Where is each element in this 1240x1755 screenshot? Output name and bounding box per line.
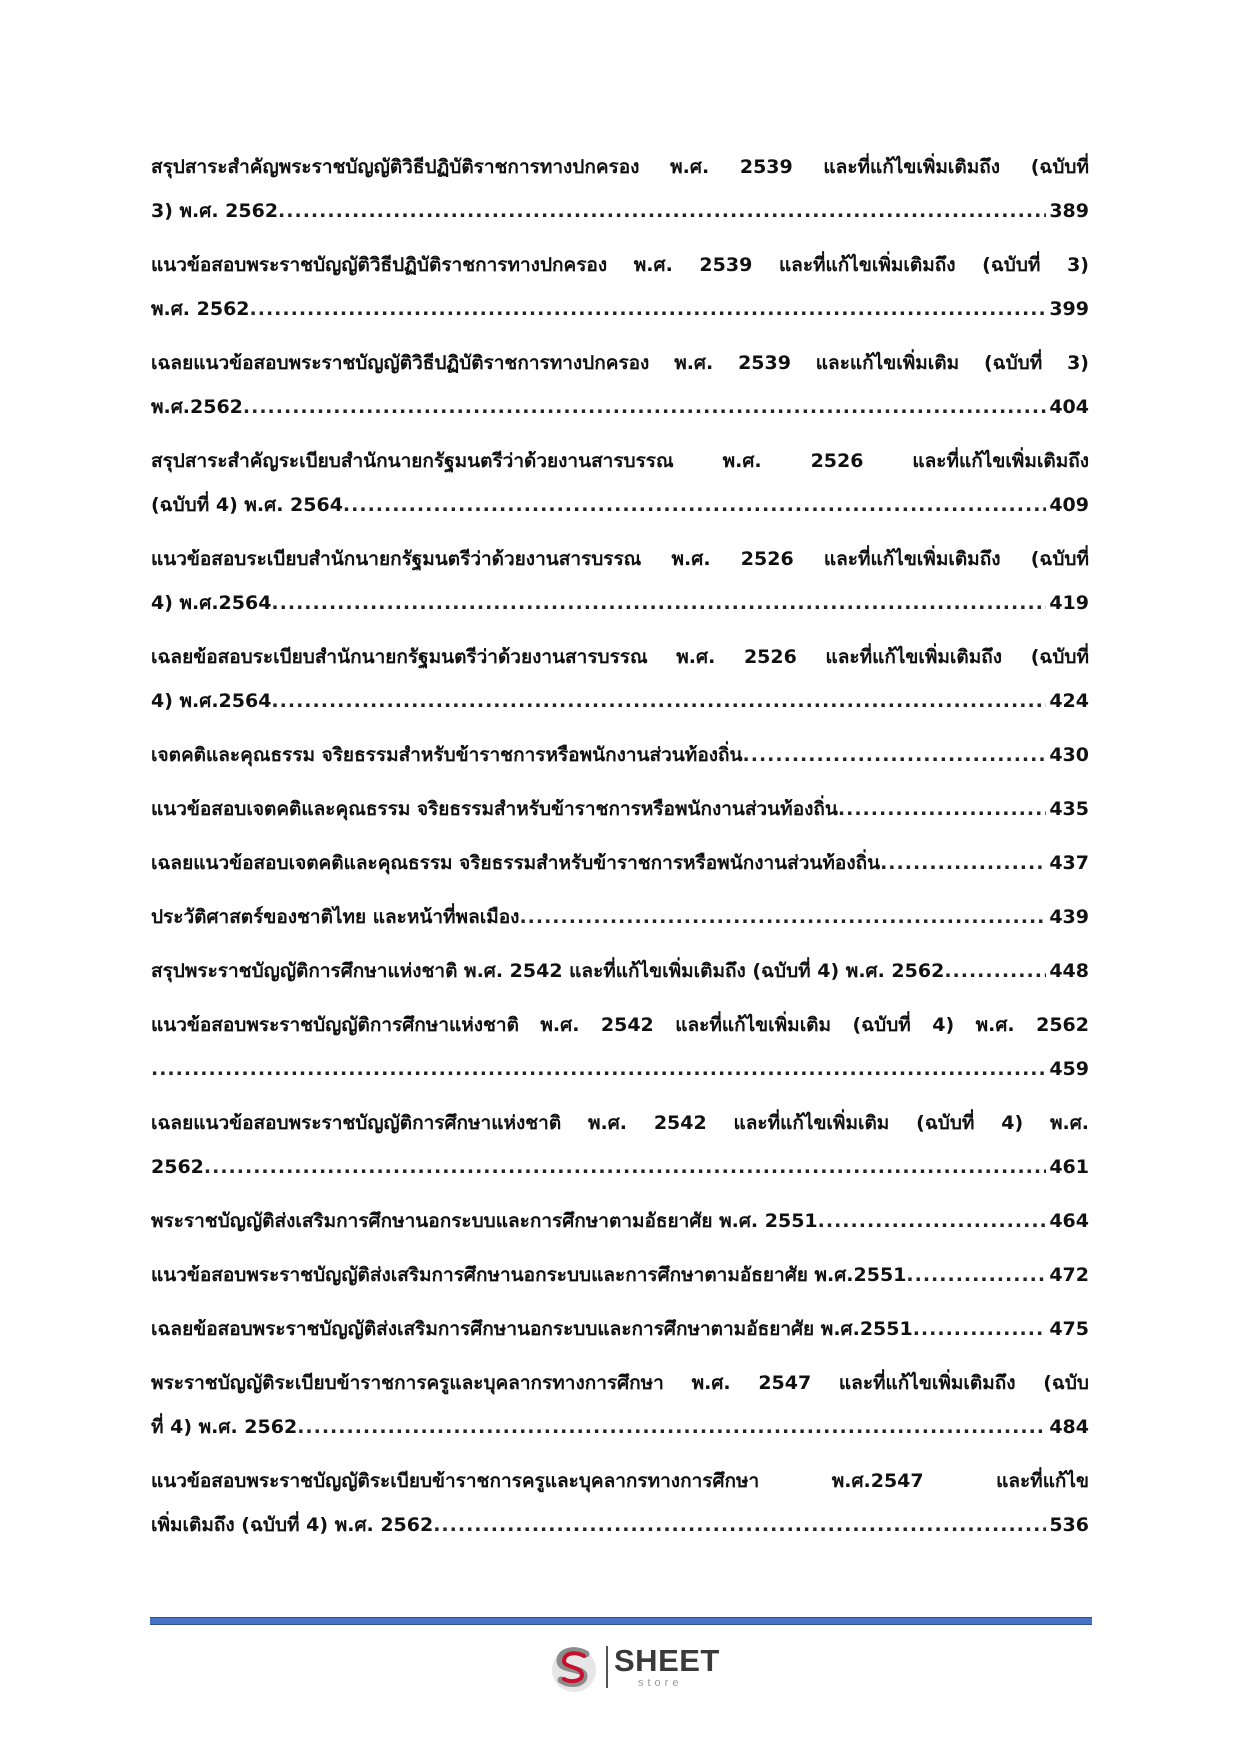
toc-page-number: 448 — [1049, 960, 1089, 982]
toc-page-number: 439 — [1049, 906, 1089, 928]
toc-entry-title-line: เฉลยข้อสอบระเบียบสำนักนายกรัฐมนตรีว่าด้วยงานสารบรรณ พ.ศ. 2526 และที่แก้ไขเพิ่มเติมถึง (ฉบับที่ — [151, 646, 1089, 668]
toc-entry — [151, 243, 1089, 331]
toc-entry — [151, 1003, 1089, 1091]
toc-entry-title-line: พระราชบัญญัติส่งเสริมการศึกษานอกระบบและการศึกษาตามอัธยาศัย พ.ศ. 2551 — [151, 1210, 818, 1232]
toc-page-number: 435 — [1049, 798, 1089, 820]
toc-entry-last-line — [151, 385, 1089, 429]
toc-entry-title-line: พระราชบัญญัติระเบียบข้าราชการครูและบุคลากรทางการศึกษา พ.ศ. 2547 และที่แก้ไขเพิ่มเติมถึง (ฉบับ — [151, 1372, 1089, 1394]
toc-page-number: 389 — [1049, 200, 1089, 222]
table-of-contents — [151, 145, 1089, 1557]
dot-leader — [944, 949, 1046, 993]
logo-text: SHEET — [614, 1643, 720, 1678]
dot-leader — [519, 895, 1046, 939]
dot-leader — [880, 841, 1046, 885]
toc-entry — [151, 841, 1089, 885]
toc-entry — [151, 341, 1089, 429]
toc-entry — [151, 1199, 1089, 1243]
toc-entry — [151, 949, 1089, 993]
sheet-store-logo-icon — [548, 1642, 600, 1694]
toc-page-number: 419 — [1049, 592, 1089, 614]
toc-entry-title-line: 4) พ.ศ.2564 — [151, 592, 272, 614]
toc-entry-last-line — [151, 787, 1089, 831]
dot-leader — [271, 679, 1046, 723]
dot-leader — [913, 1307, 1047, 1351]
toc-page-number: 484 — [1049, 1416, 1089, 1438]
toc-entry-title-line: เฉลยข้อสอบพระราชบัญญัติส่งเสริมการศึกษานอกระบบและการศึกษาตามอัธยาศัย พ.ศ.2551 — [151, 1318, 913, 1340]
toc-entry-last-line — [151, 1047, 1089, 1091]
logo-subtext: store — [638, 1677, 683, 1689]
dot-leader — [271, 581, 1046, 625]
toc-page-number: 459 — [1049, 1058, 1089, 1080]
toc-page-number: 461 — [1049, 1156, 1089, 1178]
toc-entry-title-line: เฉลยแนวข้อสอบพระราชบัญญัติการศึกษาแห่งชาติ พ.ศ. 2542 และที่แก้ไขเพิ่มเติม (ฉบับที่ 4) พ.ศ. — [151, 1112, 1089, 1134]
toc-entry-title-line: แนวข้อสอบพระราชบัญญัติวิธีปฏิบัติราชการทางปกครอง พ.ศ. 2539 และที่แก้ไขเพิ่มเติมถึง (ฉบับที่ 3) — [151, 254, 1089, 276]
toc-entry-last-line — [151, 949, 1089, 993]
toc-entry-title-line: แนวข้อสอบพระราชบัญญัติการศึกษาแห่งชาติ พ.ศ. 2542 และที่แก้ไขเพิ่มเติม (ฉบับที่ 4) พ.ศ. 2562 — [151, 1014, 1089, 1036]
toc-page-number: 536 — [1049, 1514, 1089, 1536]
toc-entry-title-line: พ.ศ. 2562 — [151, 298, 250, 320]
toc-entry — [151, 439, 1089, 527]
toc-entry-title-line: เพิ่มเติมถึง (ฉบับที่ 4) พ.ศ. 2562 — [151, 1514, 434, 1536]
toc-entry-title-line: แนวข้อสอบเจตคติและคุณธรรม จริยธรรมสำหรับข้าราชการหรือพนักงานส่วนท้องถิ่น — [151, 798, 838, 820]
toc-entry-title-line: แนวข้อสอบระเบียบสำนักนายกรัฐมนตรีว่าด้วยงานสารบรรณ พ.ศ. 2526 และที่แก้ไขเพิ่มเติมถึง (ฉบับที่ — [151, 548, 1089, 570]
logo-separator — [606, 1646, 608, 1688]
toc-entry — [151, 895, 1089, 939]
toc-entry — [151, 537, 1089, 625]
toc-entry-title-line: แนวข้อสอบพระราชบัญญัติระเบียบข้าราชการครูและบุคลากรทางการศึกษา พ.ศ.2547 และที่แก้ไข — [151, 1470, 1089, 1492]
dot-leader — [243, 385, 1046, 429]
dot-leader — [250, 287, 1047, 331]
toc-entry-last-line — [151, 483, 1089, 527]
toc-page-number: 472 — [1049, 1264, 1089, 1286]
toc-entry-title-line: พ.ศ.2562 — [151, 396, 243, 418]
toc-entry-title-line: 4) พ.ศ.2564 — [151, 690, 272, 712]
toc-entry-last-line — [151, 679, 1089, 723]
toc-entry-title-line: 3) พ.ศ. 2562 — [151, 200, 279, 222]
toc-entry-title-line: เฉลยแนวข้อสอบเจตคติและคุณธรรม จริยธรรมสำหรับข้าราชการหรือพนักงานส่วนท้องถิ่น — [151, 852, 881, 874]
toc-entry — [151, 1307, 1089, 1351]
sheet-store-logo — [548, 1640, 718, 1696]
toc-entry — [151, 145, 1089, 233]
toc-page-number: 404 — [1049, 396, 1089, 418]
toc-entry-title-line: ประวัติศาสตร์ของชาติไทย และหน้าที่พลเมือง — [151, 906, 520, 928]
dot-leader — [838, 787, 1046, 831]
toc-entry-last-line — [151, 189, 1089, 233]
toc-entry — [151, 1361, 1089, 1449]
toc-page-number: 399 — [1049, 298, 1089, 320]
toc-entry-last-line — [151, 895, 1089, 939]
toc-entry-last-line — [151, 1405, 1089, 1449]
toc-entry-title-line: ที่ 4) พ.ศ. 2562 — [151, 1416, 298, 1438]
dot-leader — [433, 1503, 1046, 1547]
dot-leader — [343, 483, 1046, 527]
toc-entry-title-line: 2562 — [151, 1156, 204, 1178]
toc-entry-last-line — [151, 733, 1089, 777]
toc-entry — [151, 1253, 1089, 1297]
toc-entry-last-line — [151, 1253, 1089, 1297]
dot-leader — [743, 733, 1047, 777]
toc-entry-title-line: เฉลยแนวข้อสอบพระราชบัญญัติวิธีปฏิบัติราชการทางปกครอง พ.ศ. 2539 และแก้ไขเพิ่มเติม (ฉบับที่ 3) — [151, 352, 1089, 374]
toc-entry-title-line: สรุปสาระสำคัญระเบียบสำนักนายกรัฐมนตรีว่าด้วยงานสารบรรณ พ.ศ. 2526 และที่แก้ไขเพิ่มเติมถึง — [151, 450, 1089, 472]
toc-entry — [151, 635, 1089, 723]
toc-page-number: 409 — [1049, 494, 1089, 516]
toc-page-number: 430 — [1049, 744, 1089, 766]
dot-leader — [278, 189, 1046, 233]
toc-entry-title-line: สรุปสาระสำคัญพระราชบัญญัติวิธีปฏิบัติราชการทางปกครอง พ.ศ. 2539 และที่แก้ไขเพิ่มเติมถึง (ฉบับที่ — [151, 156, 1089, 178]
toc-page-number: 424 — [1049, 690, 1089, 712]
toc-entry — [151, 733, 1089, 777]
toc-entry-last-line — [151, 1199, 1089, 1243]
toc-entry — [151, 1101, 1089, 1189]
toc-entry-last-line — [151, 1145, 1089, 1189]
toc-entry-last-line — [151, 1503, 1089, 1547]
dot-leader — [297, 1405, 1046, 1449]
toc-entry-last-line — [151, 287, 1089, 331]
toc-entry — [151, 1459, 1089, 1547]
footer-rule — [150, 1617, 1092, 1625]
toc-entry-title-line: เจตคติและคุณธรรม จริยธรรมสำหรับข้าราชการหรือพนักงานส่วนท้องถิ่น — [151, 744, 743, 766]
toc-entry-last-line — [151, 841, 1089, 885]
toc-entry-title-line: สรุปพระราชบัญญัติการศึกษาแห่งชาติ พ.ศ. 2542 และที่แก้ไขเพิ่มเติมถึง (ฉบับที่ 4) พ.ศ. 2562 — [151, 960, 945, 982]
dot-leader — [906, 1253, 1046, 1297]
toc-entry — [151, 787, 1089, 831]
dot-leader — [818, 1199, 1047, 1243]
toc-page-number: 464 — [1049, 1210, 1089, 1232]
toc-entry-title-line: (ฉบับที่ 4) พ.ศ. 2564 — [151, 494, 343, 516]
dot-leader — [204, 1145, 1046, 1189]
toc-entry-title-line: แนวข้อสอบพระราชบัญญัติส่งเสริมการศึกษานอกระบบและการศึกษาตามอัธยาศัย พ.ศ.2551 — [151, 1264, 907, 1286]
toc-page-number: 475 — [1049, 1318, 1089, 1340]
toc-page-number: 437 — [1049, 852, 1089, 874]
toc-entry-last-line — [151, 1307, 1089, 1351]
toc-entry-last-line — [151, 581, 1089, 625]
dot-leader — [151, 1047, 1046, 1091]
